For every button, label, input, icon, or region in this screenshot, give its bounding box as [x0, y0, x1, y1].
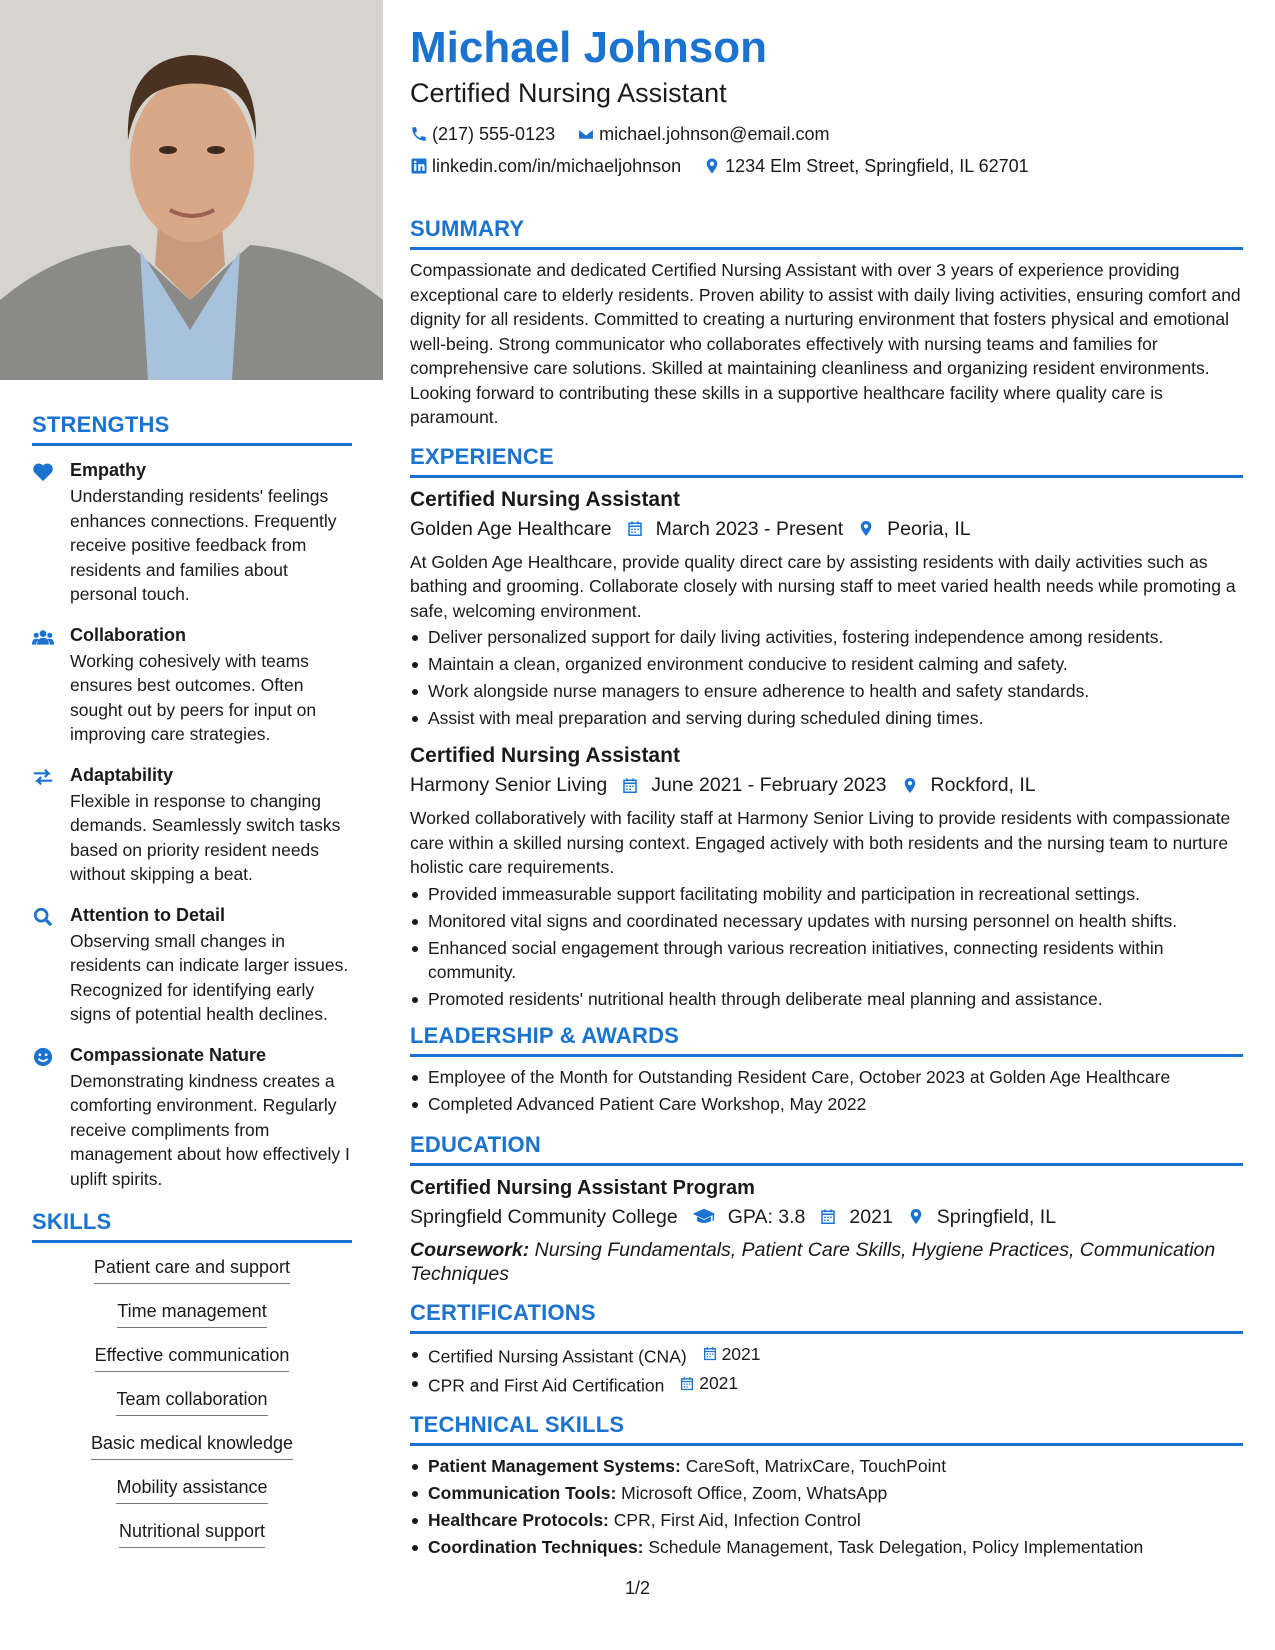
job-meta: [410, 514, 1243, 544]
profile-photo-illustration: [0, 0, 383, 380]
job-entry: [410, 742, 1243, 1011]
education-school: Springfield Community College: [410, 1205, 678, 1228]
strength-desc: Observing small changes in residents can indicate larger issues. Recognized for identifying early signs of potential health declines.: [70, 930, 349, 1024]
calendar-icon: [679, 1375, 695, 1392]
list-item: Provided immeasurable support facilitating mobility and participation in recreational settings.: [410, 882, 1243, 906]
job-description: At Golden Age Healthcare, provide quality direct care by assisting residents with daily activities such as bathing and grooming. Collaborate closely with nursing staff to meet varied health needs while promoting a safe, welcoming environment.: [410, 551, 1236, 621]
certifications-section: [410, 1300, 1243, 1398]
list-item: [410, 1342, 1243, 1369]
strength-name: Collaboration: [70, 624, 186, 645]
strengths-heading: STRENGTHS: [32, 412, 352, 446]
strength-name: Attention to Detail: [70, 904, 225, 925]
education-year: 2021: [849, 1205, 893, 1228]
tech-label: Patient Management Systems:: [428, 1455, 681, 1476]
cert-year: 2021: [699, 1373, 739, 1393]
calendar-icon: [621, 776, 639, 795]
cert-name: Certified Nursing Assistant (CNA): [428, 1346, 687, 1366]
education-section: [410, 1132, 1243, 1286]
strength-item: [32, 1045, 352, 1192]
cert-year: 2021: [721, 1343, 761, 1364]
strength-item: [32, 625, 352, 747]
list-item: Enhanced social engagement through various recreation initiatives, connecting residents within community.: [410, 936, 1243, 984]
job-location: Peoria, IL: [887, 517, 971, 540]
tech-label: Healthcare Protocols:: [428, 1509, 609, 1530]
strength-desc: Flexible in response to changing demands. Seamlessly switch tasks based on priority resident needs without skipping a beat.: [70, 790, 341, 884]
heart-icon: [32, 462, 54, 482]
job-title: Certified Nursing Assistant: [410, 744, 680, 767]
skill-item: Patient care and support: [94, 1257, 290, 1284]
job-entry: [410, 486, 1243, 731]
linkedin-text: linkedin.com/in/michaeljohnson: [432, 156, 682, 176]
skill-item: Mobility assistance: [116, 1477, 267, 1504]
strength-item: [32, 905, 352, 1027]
job-company: Harmony Senior Living: [410, 774, 608, 796]
education-program: Certified Nursing Assistant Program: [410, 1176, 755, 1199]
strength-desc: Understanding residents' feelings enhances connections. Frequently receive positive feedback from residents and families about personal touch.: [70, 486, 337, 604]
search-icon: [32, 907, 54, 927]
job-meta: [410, 770, 1243, 800]
summary-heading: SUMMARY: [410, 216, 1243, 250]
map-pin-icon: [901, 776, 919, 795]
tech-value: CPR, First Aid, Infection Control: [608, 1509, 861, 1530]
tech-label: Coordination Techniques:: [428, 1536, 644, 1557]
graduation-cap-icon: [692, 1207, 716, 1226]
job-bullets: [410, 882, 1243, 1011]
list-item: Maintain a clean, organized environment conducive to resident calming and safety.: [410, 652, 1243, 676]
certifications-heading: CERTIFICATIONS: [410, 1300, 1243, 1334]
address-contact: [703, 150, 1029, 182]
experience-heading: EXPERIENCE: [410, 444, 1243, 478]
list-item: Work alongside nurse managers to ensure adherence to health and safety standards.: [410, 679, 1243, 703]
skill-item: Effective communication: [95, 1345, 290, 1372]
envelope-icon: [577, 125, 595, 143]
calendar-icon: [702, 1345, 718, 1362]
profile-photo: [0, 0, 383, 380]
address-text: 1234 Elm Street, Springfield, IL 62701: [725, 156, 1029, 176]
job-dates: March 2023 - Present: [655, 517, 844, 540]
list-item: [410, 1508, 1243, 1532]
strength-item: [32, 460, 352, 607]
education-location: Springfield, IL: [936, 1205, 1057, 1228]
map-pin-icon: [703, 157, 721, 175]
strength-name: Adaptability: [70, 764, 174, 785]
certifications-list: [410, 1342, 1243, 1398]
education-gpa: GPA: 3.8: [727, 1205, 806, 1228]
strength-desc: Working cohesively with teams ensures best outcomes. Often sought out by peers for input on improving care strategies.: [70, 650, 317, 744]
list-item: [410, 1371, 1243, 1398]
candidate-name: Michael Johnson: [410, 23, 767, 72]
phone-text: (217) 555-0123: [432, 124, 556, 144]
skills-list: [32, 1257, 352, 1565]
arrows-exchange-icon: [32, 767, 54, 787]
skill-item: Basic medical knowledge: [91, 1433, 293, 1460]
job-description: Worked collaboratively with facility staff at Harmony Senior Living to provide residents with compassionate care within a skilled nursing context. Engaged actively with both residents and the nursing team to nurture holistic care requirements.: [410, 808, 1231, 877]
skill-item: Team collaboration: [116, 1389, 267, 1416]
strength-name: Empathy: [70, 460, 147, 480]
education-coursework: [410, 1238, 1243, 1286]
contact-row: [410, 118, 1243, 150]
technical-skills-section: [410, 1412, 1243, 1559]
email-contact[interactable]: [577, 118, 829, 150]
list-item: [410, 1481, 1243, 1505]
coursework-text: Nursing Fundamentals, Patient Care Skills, Hygiene Practices, Communication Techniques: [410, 1238, 1216, 1285]
email-text: michael.johnson@email.com: [599, 124, 830, 144]
page-number: 1/2: [624, 1578, 651, 1598]
strength-item: [32, 765, 352, 887]
list-item: [410, 1535, 1243, 1559]
calendar-icon: [626, 519, 644, 538]
education-heading: EDUCATION: [410, 1132, 1243, 1166]
list-item: [410, 1454, 1243, 1478]
list-item: Promoted residents' nutritional health through deliberate meal planning and assistance.: [410, 987, 1243, 1011]
calendar-icon: [819, 1207, 837, 1226]
skill-item: Time management: [117, 1301, 266, 1328]
leadership-list: [410, 1065, 1243, 1116]
skills-heading: SKILLS: [32, 1209, 352, 1243]
experience-section: [410, 444, 1243, 1011]
summary-section: [410, 216, 1243, 430]
linkedin-contact[interactable]: [410, 150, 681, 182]
right-column: [410, 20, 1243, 1565]
cert-name: CPR and First Aid Certification: [428, 1375, 665, 1396]
strength-name: Compassionate Nature: [70, 1044, 267, 1065]
list-item: Completed Advanced Patient Care Workshop, May 2022: [410, 1092, 1243, 1116]
smile-icon: [32, 1047, 54, 1067]
tech-value: Schedule Management, Task Delegation, Policy Implementation: [643, 1536, 1144, 1557]
left-content: [32, 412, 352, 1565]
coursework-label: Coursework:: [410, 1238, 530, 1261]
leadership-heading: LEADERSHIP & AWARDS: [410, 1023, 1243, 1057]
job-bullets: [410, 625, 1243, 730]
summary-text: Compassionate and dedicated Certified Nursing Assistant with over 3 years of experience providing exceptional care to elderly residents. Proven ability to assist with daily living activities, ensuring comfort and dignity for all residents. Committed to creating a nurturing environment that fosters physical and emotional well-being. Strong communicator who collaborates effectively with nursing teams and families for comprehensive care solutions. Skilled at maintaining cleanliness and organizing resident environments. Looking forward to contributing these skills in a supportive healthcare facility where quality care is paramount.: [410, 260, 1241, 427]
contact-row: [410, 150, 1243, 182]
users-icon: [32, 627, 54, 647]
map-pin-icon: [907, 1207, 925, 1226]
strength-desc: Demonstrating kindness creates a comforting environment. Regularly receive compliments from management about how effectively I uplift spirits.: [70, 1070, 350, 1189]
leadership-section: [410, 1023, 1243, 1116]
linkedin-icon: [410, 157, 428, 175]
job-title: Certified Nursing Assistant: [410, 487, 680, 511]
tech-label: Communication Tools:: [428, 1482, 617, 1503]
job-dates: June 2021 - February 2023: [651, 774, 887, 796]
phone-icon: [410, 125, 428, 143]
tech-value: CareSoft, MatrixCare, TouchPoint: [680, 1455, 947, 1476]
list-item: Assist with meal preparation and serving during scheduled dining times.: [410, 706, 1243, 730]
left-column: [0, 0, 383, 1650]
list-item: Deliver personalized support for daily living activities, fostering independence among residents.: [410, 625, 1243, 649]
map-pin-icon: [857, 519, 875, 538]
job-location: Rockford, IL: [930, 774, 1036, 796]
tech-value: Microsoft Office, Zoom, WhatsApp: [616, 1482, 888, 1503]
education-meta: [410, 1202, 1243, 1232]
phone-contact[interactable]: [410, 118, 555, 150]
list-item: Employee of the Month for Outstanding Resident Care, October 2023 at Golden Age Healthcare: [410, 1065, 1243, 1089]
skill-item: Nutritional support: [119, 1521, 265, 1548]
job-company: Golden Age Healthcare: [410, 517, 612, 540]
technical-skills-heading: TECHNICAL SKILLS: [410, 1412, 1243, 1446]
technical-skills-list: [410, 1454, 1243, 1559]
list-item: Monitored vital signs and coordinated necessary updates with nursing personnel on health shifts.: [410, 909, 1243, 933]
candidate-title: Certified Nursing Assistant: [410, 78, 727, 108]
